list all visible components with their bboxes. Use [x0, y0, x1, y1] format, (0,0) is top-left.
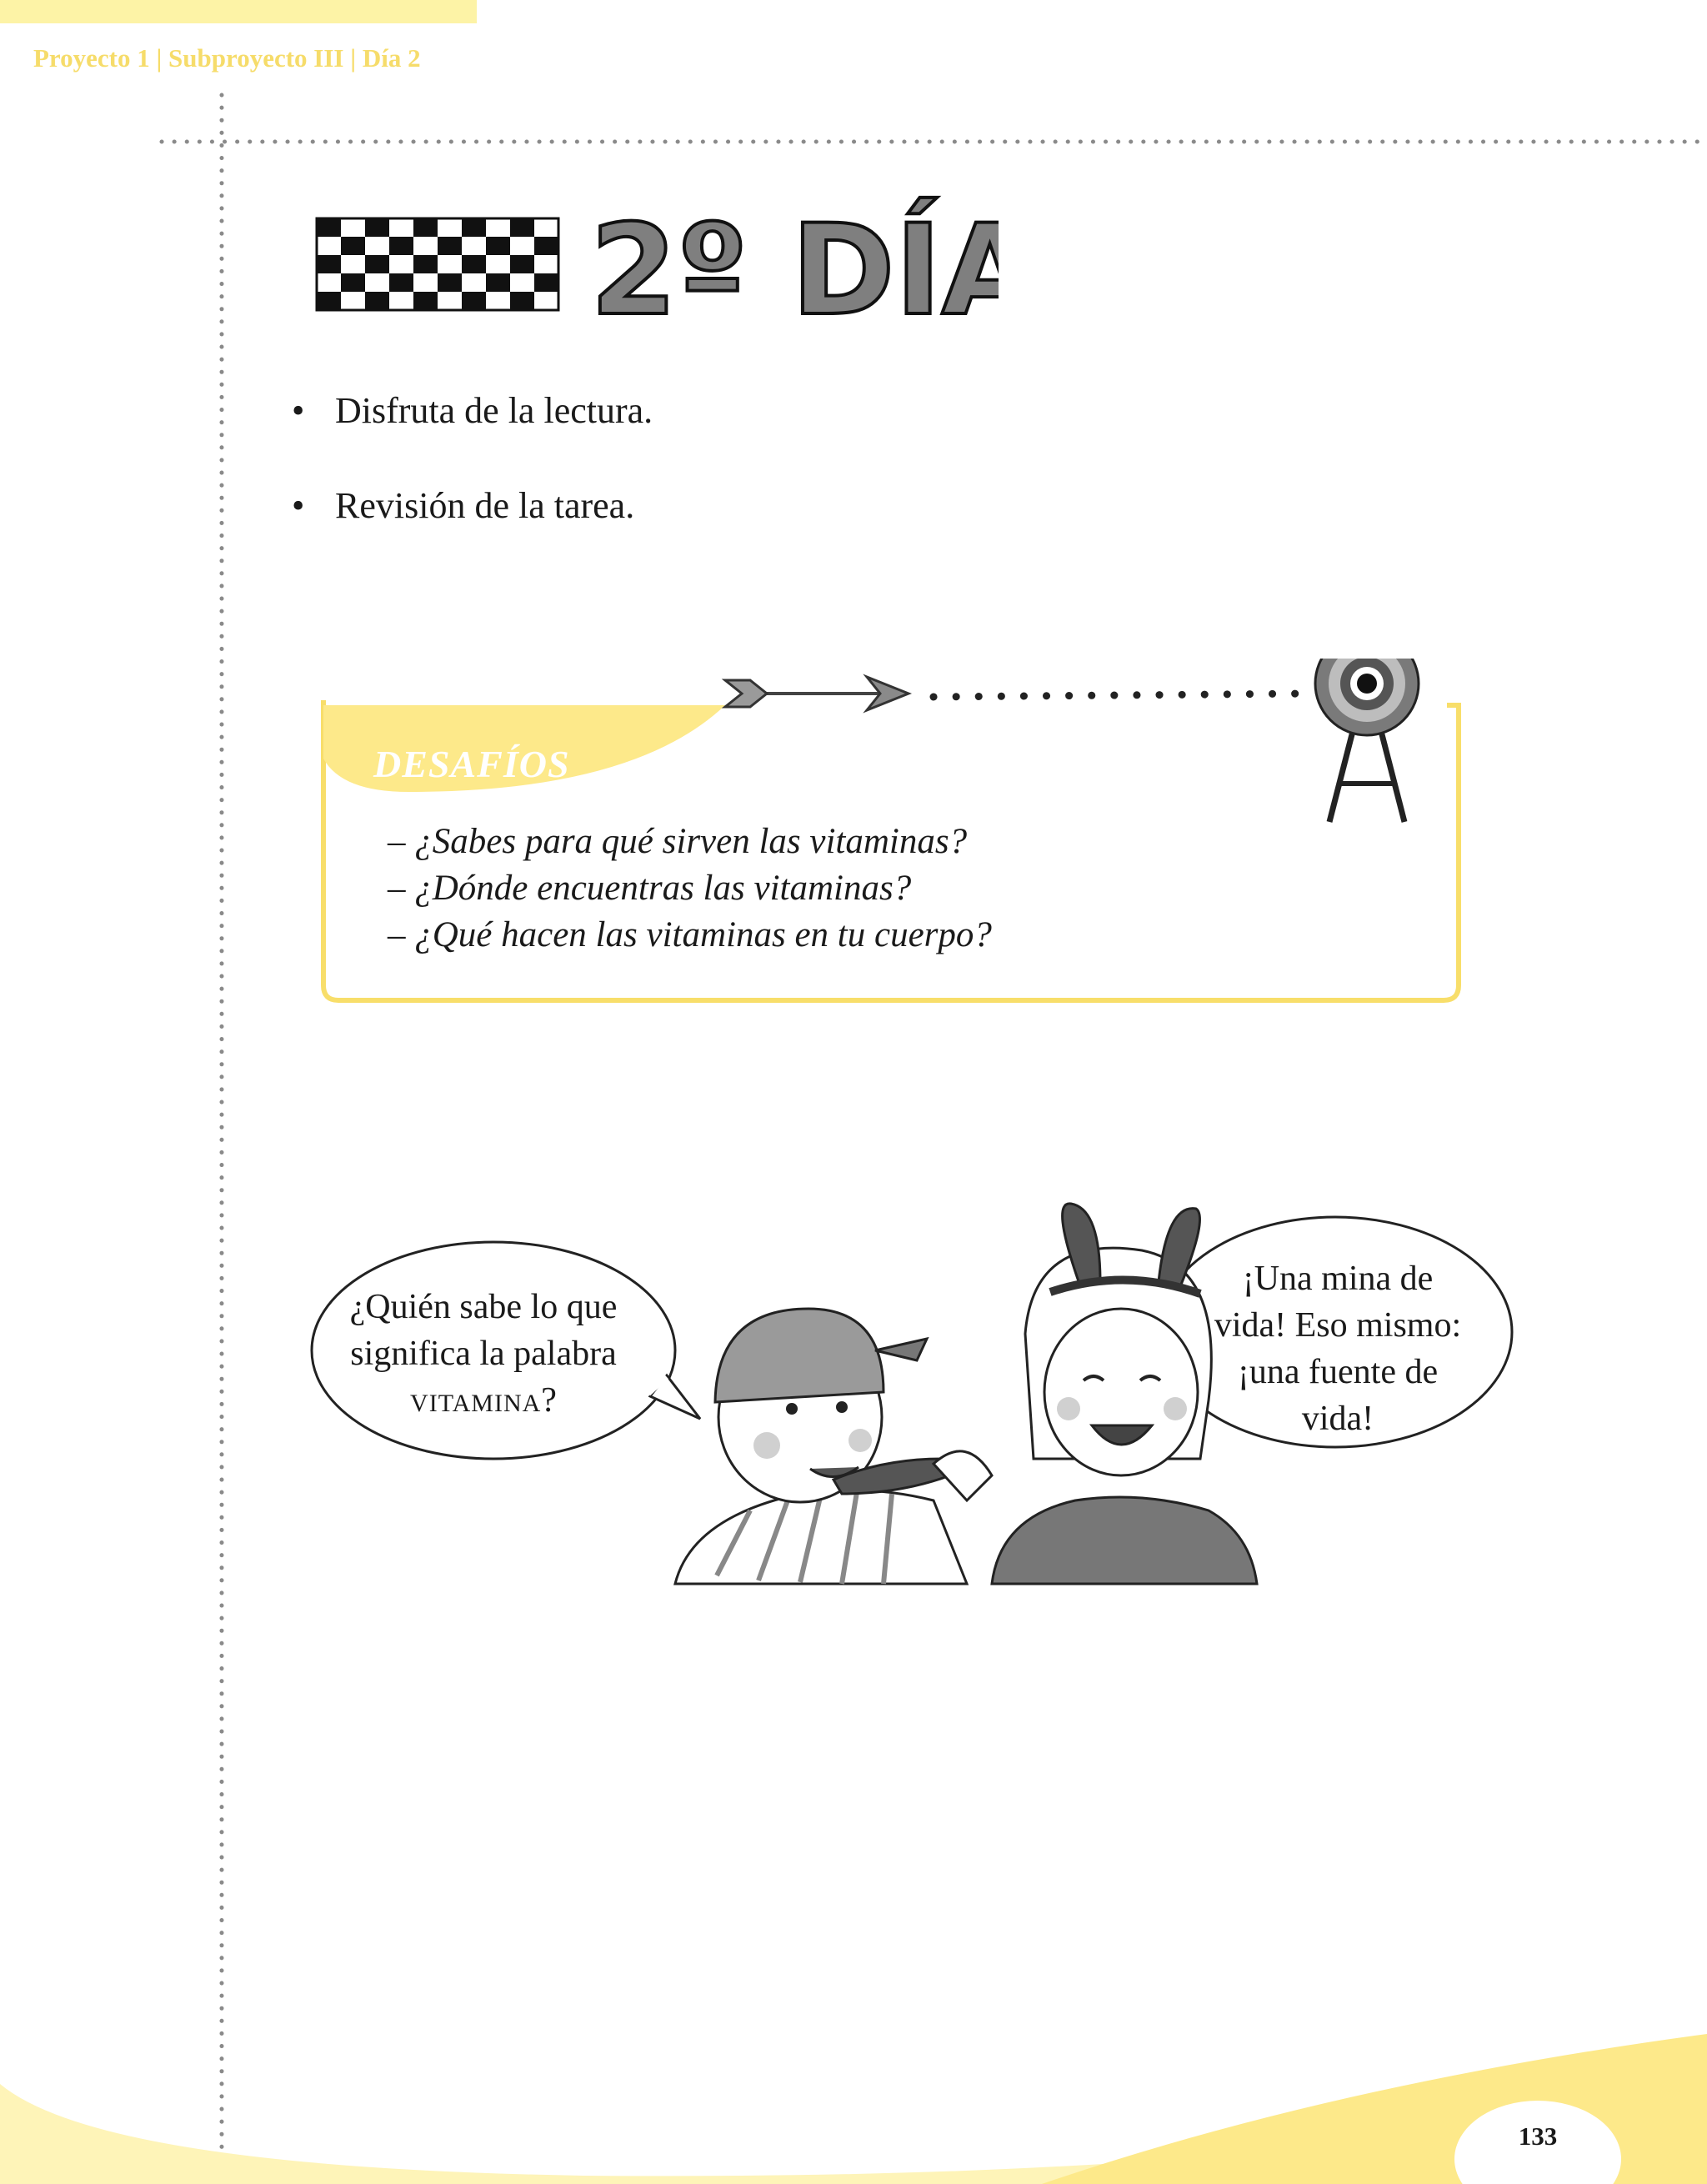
- day-header: [315, 160, 999, 335]
- left-bubble-line: [317, 1377, 650, 1427]
- dialogue-scene: [300, 1184, 1550, 1600]
- right-bubble-line: vida!: [1301, 1400, 1374, 1438]
- running-head: Proyecto 1 | Subproyecto III | Día 2: [33, 43, 421, 73]
- challenge-box: [317, 659, 1475, 1009]
- task-item: • Revisión de la tarea.: [292, 485, 653, 527]
- task-item: • Disfruta de la lectura.: [292, 390, 653, 432]
- dotted-trail: [934, 694, 1304, 697]
- vertical-dotted-rule: [218, 92, 225, 2184]
- horizontal-dotted-rule: [158, 138, 1707, 145]
- question-mark: ?: [541, 1381, 557, 1420]
- day-title: 2º DÍA: [590, 198, 999, 335]
- day-header-art: [315, 160, 999, 335]
- task-list: [292, 390, 653, 580]
- left-bubble-line: significa la palabra: [350, 1335, 617, 1373]
- checkered-flag-icon: [317, 218, 558, 310]
- boy-illustration: [675, 1309, 967, 1584]
- right-bubble-line: ¡Una mina de: [1242, 1260, 1434, 1298]
- challenge-item: – ¿Dónde encuentras las vitaminas?: [388, 865, 992, 912]
- left-bubble-line: ¿Quién sabe lo que: [349, 1288, 618, 1326]
- target-icon: [1315, 659, 1419, 822]
- right-bubble-line: ¡una fuente de: [1237, 1353, 1439, 1391]
- challenge-item: – ¿Qué hacen las vitaminas en tu cuerpo?: [388, 912, 992, 959]
- vitamina-word: VITAMINA: [410, 1390, 542, 1417]
- challenge-item: – ¿Sabes para qué sirven las vitaminas?: [388, 819, 992, 865]
- arrow-icon: [725, 677, 909, 710]
- footer-wave: [0, 2034, 1707, 2184]
- top-accent-bar: [0, 0, 477, 23]
- challenge-list: [388, 819, 992, 959]
- right-bubble-line: vida! Eso mismo:: [1214, 1306, 1462, 1345]
- page-number: 133: [1518, 2121, 1558, 2151]
- challenge-title: DESAFÍOS: [373, 743, 570, 785]
- left-bubble-text: [317, 1284, 650, 1427]
- right-bubble-text: [1184, 1255, 1492, 1442]
